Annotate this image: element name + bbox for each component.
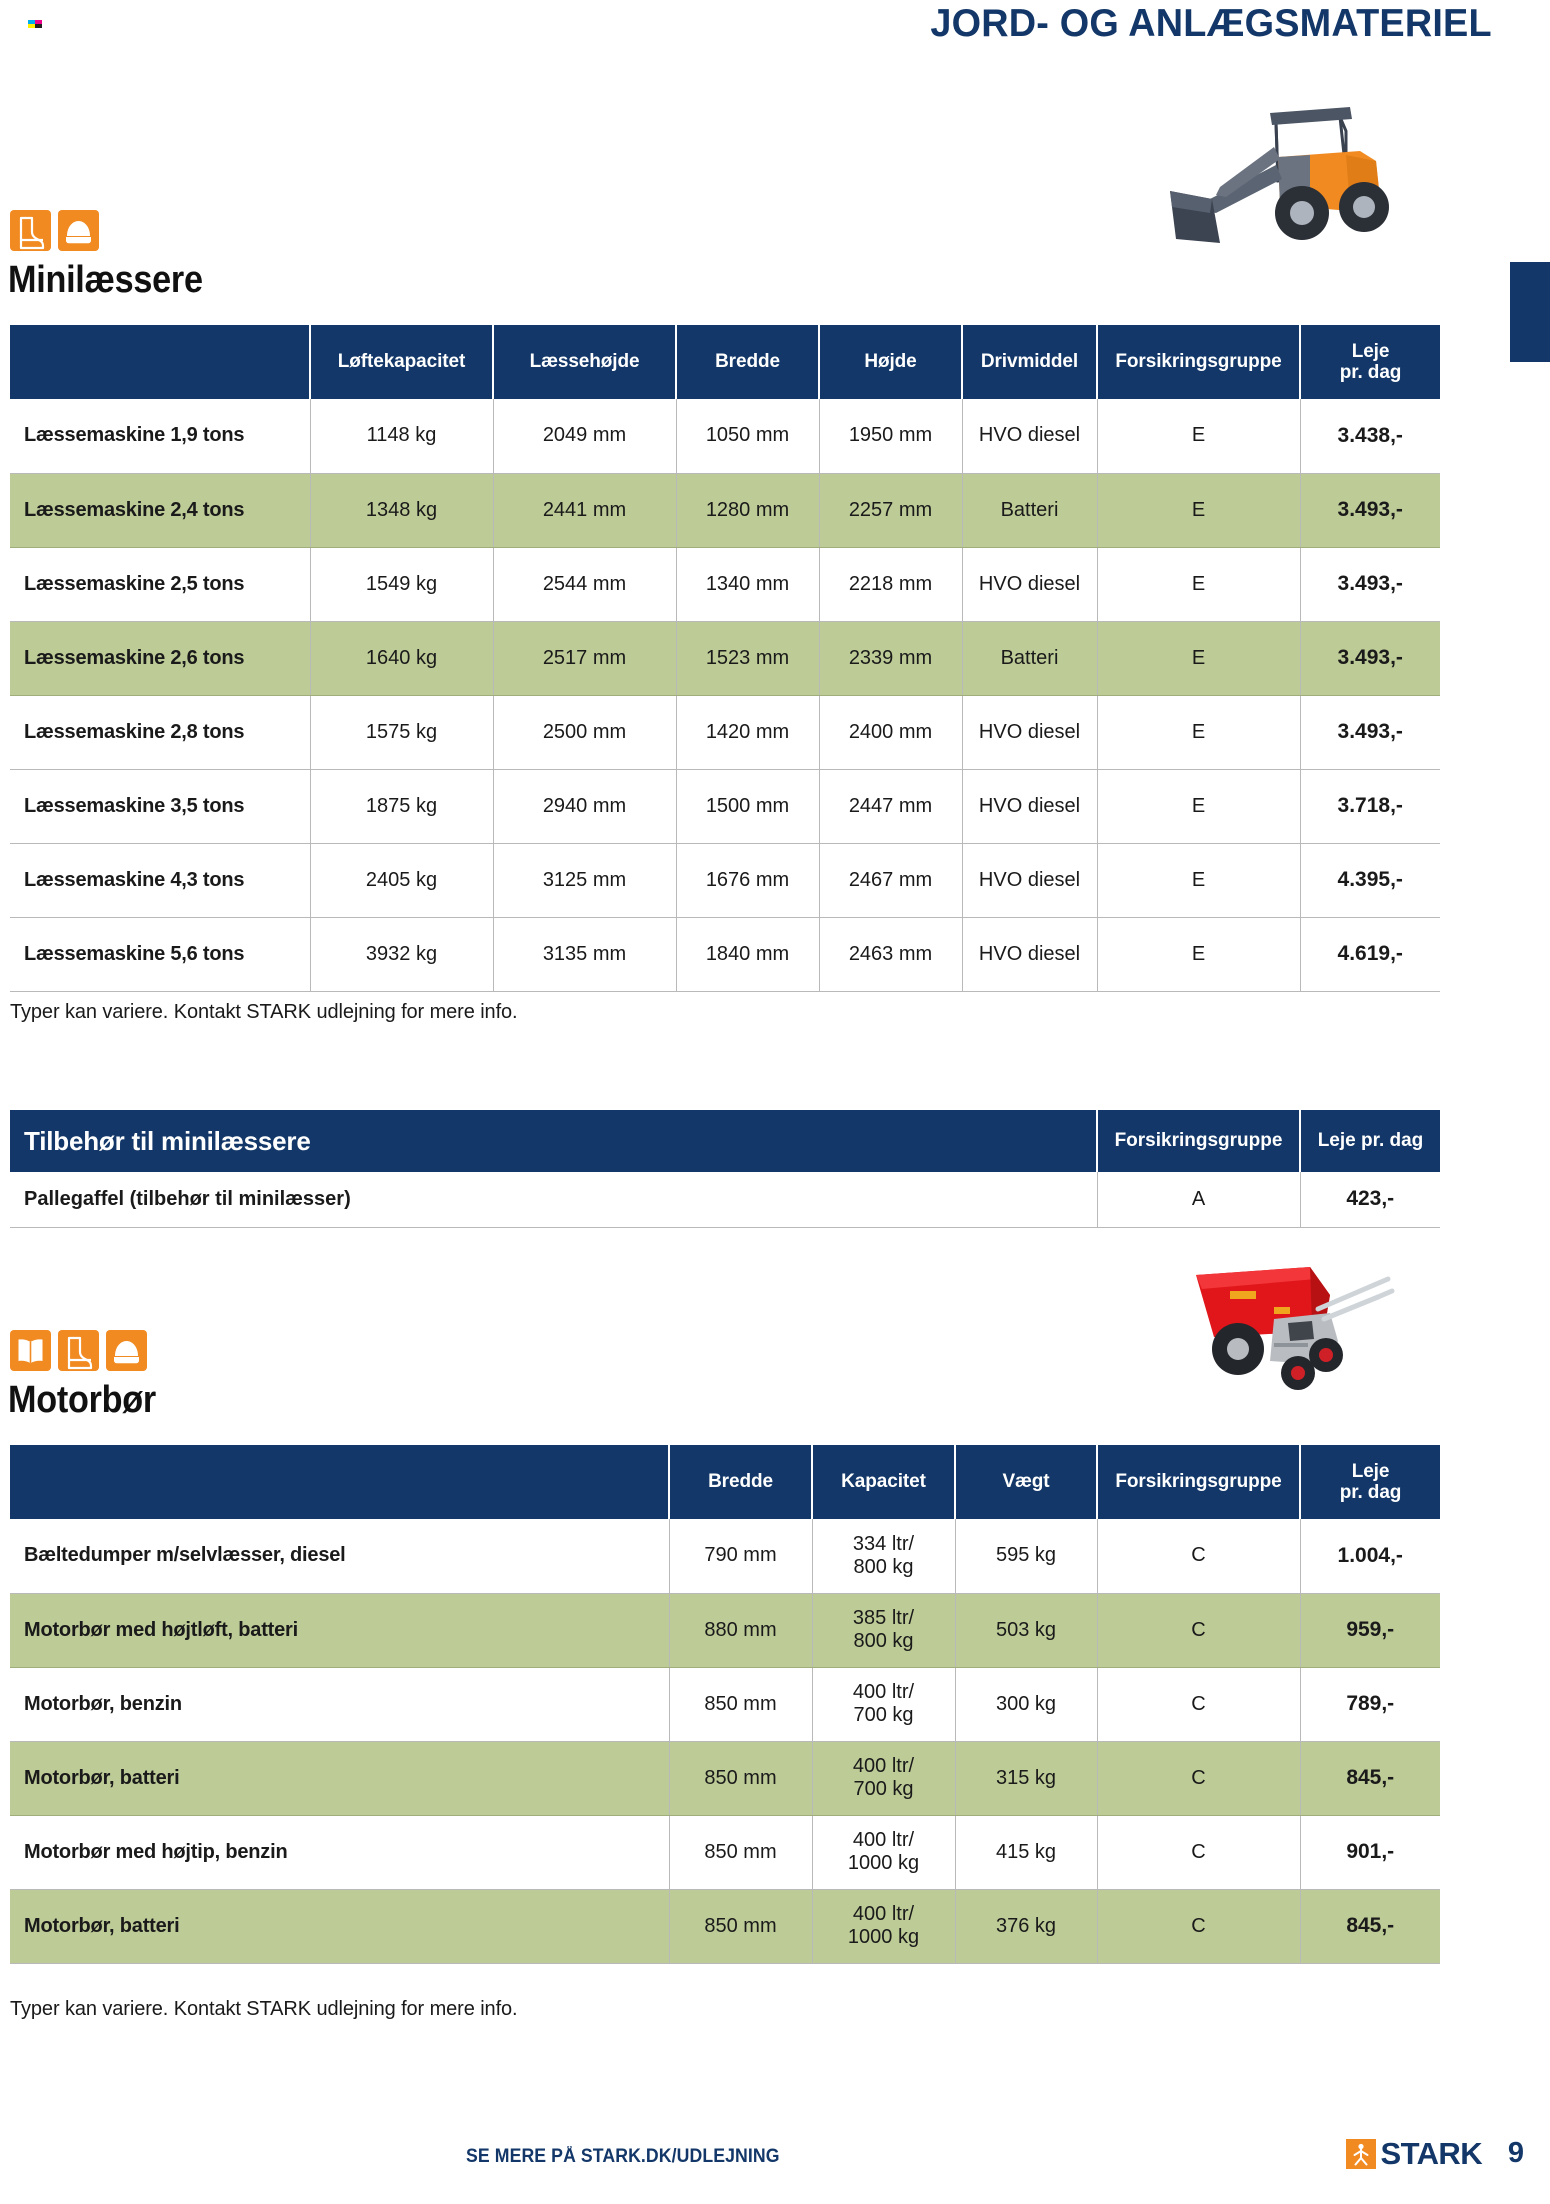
table-row bbox=[10, 1519, 1440, 1593]
price-header-line1: Leje bbox=[1351, 1460, 1390, 1482]
kapacitet-volume: 400 ltr/ bbox=[852, 1829, 915, 1851]
table-row bbox=[10, 917, 1440, 991]
cell-laessehojde: 2544 mm bbox=[493, 547, 676, 621]
cell-bredde: 1340 mm bbox=[676, 547, 819, 621]
section-title-minilaessere: Minilæssere bbox=[8, 259, 203, 301]
table-row bbox=[10, 695, 1440, 769]
table-row bbox=[10, 1667, 1440, 1741]
cell-leje: 845,- bbox=[1300, 1741, 1440, 1815]
cell-hojde: 2400 mm bbox=[819, 695, 962, 769]
kapacitet-weight: 700 kg bbox=[853, 1704, 914, 1726]
cell-forsikringsgruppe: E bbox=[1097, 473, 1300, 547]
cell-bredde: 880 mm bbox=[669, 1593, 812, 1667]
cell-forsikringsgruppe: E bbox=[1097, 547, 1300, 621]
cell-hojde: 2463 mm bbox=[819, 917, 962, 991]
cell-forsikringsgruppe: C bbox=[1097, 1889, 1300, 1963]
cell-hojde: 2339 mm bbox=[819, 621, 962, 695]
cell-laessehojde: 3135 mm bbox=[493, 917, 676, 991]
cell-leje: 959,- bbox=[1300, 1593, 1440, 1667]
kapacitet-volume: 400 ltr/ bbox=[852, 1755, 915, 1777]
kapacitet-weight: 800 kg bbox=[853, 1630, 914, 1652]
table-minilaessere bbox=[10, 325, 1440, 992]
cell-forsikringsgruppe: C bbox=[1097, 1667, 1300, 1741]
cell-forsikringsgruppe: E bbox=[1097, 769, 1300, 843]
cell-leje: 423,- bbox=[1300, 1172, 1440, 1227]
page-footer bbox=[0, 2138, 1550, 2178]
stark-mark-icon bbox=[1346, 2139, 1376, 2169]
cell-bredde: 850 mm bbox=[669, 1815, 812, 1889]
cell-loftekapacitet: 1549 kg bbox=[310, 547, 493, 621]
cell-drivmiddel: HVO diesel bbox=[962, 547, 1097, 621]
cell-loftekapacitet: 1148 kg bbox=[310, 399, 493, 473]
cell-vaegt: 315 kg bbox=[955, 1741, 1097, 1815]
cell-laessehojde: 2940 mm bbox=[493, 769, 676, 843]
cell-laessehojde: 2517 mm bbox=[493, 621, 676, 695]
table-row bbox=[10, 1172, 1440, 1227]
cell-leje: 3.718,- bbox=[1300, 769, 1440, 843]
cell-kapacitet bbox=[812, 1593, 955, 1667]
kapacitet-weight: 1000 kg bbox=[847, 1926, 920, 1948]
price-header-line1: Leje bbox=[1351, 340, 1390, 362]
cell-loftekapacitet: 1575 kg bbox=[310, 695, 493, 769]
col-header-leje-pr-dag bbox=[1300, 1110, 1440, 1172]
cell-bredde: 1050 mm bbox=[676, 399, 819, 473]
manual-book-icon bbox=[10, 1330, 51, 1371]
col-header-vaegt: Vægt bbox=[955, 1445, 1097, 1519]
cell-laessehojde: 2049 mm bbox=[493, 399, 676, 473]
cell-product-name: Pallegaffel (tilbehør til minilæsser) bbox=[10, 1172, 1097, 1227]
cell-loftekapacitet: 1348 kg bbox=[310, 473, 493, 547]
cell-vaegt: 595 kg bbox=[955, 1519, 1097, 1593]
cell-bredde: 1420 mm bbox=[676, 695, 819, 769]
registration-marks-icon bbox=[28, 20, 42, 28]
footer-link[interactable]: SE MERE PÅ STARK.DK/UDLEJNING bbox=[466, 2146, 780, 2167]
cell-drivmiddel: HVO diesel bbox=[962, 399, 1097, 473]
cell-bredde: 790 mm bbox=[669, 1519, 812, 1593]
cell-vaegt: 415 kg bbox=[955, 1815, 1097, 1889]
cell-leje: 3.493,- bbox=[1300, 473, 1440, 547]
cell-leje: 789,- bbox=[1300, 1667, 1440, 1741]
col-header-bredde: Bredde bbox=[669, 1445, 812, 1519]
cell-kapacitet bbox=[812, 1889, 955, 1963]
col-header-blank bbox=[10, 1445, 669, 1519]
cell-bredde: 1523 mm bbox=[676, 621, 819, 695]
motorized-wheelbarrow-photo bbox=[1178, 1245, 1438, 1395]
table-row bbox=[10, 1593, 1440, 1667]
cell-bredde: 1676 mm bbox=[676, 843, 819, 917]
table-row bbox=[10, 547, 1440, 621]
table-row bbox=[10, 399, 1440, 473]
section-tilbehor bbox=[0, 1110, 1550, 1228]
cell-product-name: Motorbør, batteri bbox=[10, 1889, 669, 1963]
cell-leje: 4.395,- bbox=[1300, 843, 1440, 917]
cell-loftekapacitet: 3932 kg bbox=[310, 917, 493, 991]
cell-drivmiddel: Batteri bbox=[962, 621, 1097, 695]
col-header-forsikringsgruppe: Forsikringsgruppe bbox=[1097, 1445, 1300, 1519]
table-row bbox=[10, 1741, 1440, 1815]
table-tilbehor bbox=[10, 1110, 1440, 1228]
kapacitet-volume: 385 ltr/ bbox=[852, 1607, 915, 1629]
table-header-row bbox=[10, 325, 1440, 399]
page-number: 9 bbox=[1507, 2137, 1524, 2169]
cell-product-name: Læssemaskine 3,5 tons bbox=[10, 769, 310, 843]
cell-hojde: 2218 mm bbox=[819, 547, 962, 621]
safety-boot-icon bbox=[58, 1330, 99, 1371]
cell-product-name: Læssemaskine 5,6 tons bbox=[10, 917, 310, 991]
price-header-line2: pr. dag bbox=[1339, 362, 1402, 383]
cell-bredde: 1500 mm bbox=[676, 769, 819, 843]
cell-bredde: 850 mm bbox=[669, 1889, 812, 1963]
acc-section-title: Tilbehør til minilæssere bbox=[10, 1110, 1097, 1172]
table-motorbor bbox=[10, 1445, 1440, 1964]
table-row bbox=[10, 1889, 1440, 1963]
section-minilaessere bbox=[0, 210, 1550, 1024]
kapacitet-volume: 334 ltr/ bbox=[852, 1532, 915, 1555]
cell-vaegt: 503 kg bbox=[955, 1593, 1097, 1667]
cell-hojde: 2467 mm bbox=[819, 843, 962, 917]
cell-product-name: Motorbør, batteri bbox=[10, 1741, 669, 1815]
table-header-row bbox=[10, 1110, 1440, 1172]
col-header-kapacitet: Kapacitet bbox=[812, 1445, 955, 1519]
col-header-leje-pr-dag bbox=[1300, 1445, 1440, 1519]
price-header-line2: pr. dag bbox=[1361, 1130, 1424, 1151]
cell-forsikringsgruppe: C bbox=[1097, 1741, 1300, 1815]
col-header-laessehojde: Læssehøjde bbox=[493, 325, 676, 399]
cell-product-name: Læssemaskine 2,8 tons bbox=[10, 695, 310, 769]
kapacitet-volume: 400 ltr/ bbox=[852, 1903, 915, 1925]
cell-leje: 845,- bbox=[1300, 1889, 1440, 1963]
page-header bbox=[0, 0, 1550, 60]
col-header-forsikringsgruppe: Forsikringsgruppe bbox=[1097, 1110, 1300, 1172]
cell-forsikringsgruppe: C bbox=[1097, 1815, 1300, 1889]
cell-forsikringsgruppe: E bbox=[1097, 695, 1300, 769]
price-header-line1: Leje bbox=[1317, 1130, 1356, 1151]
cell-loftekapacitet: 2405 kg bbox=[310, 843, 493, 917]
cell-vaegt: 376 kg bbox=[955, 1889, 1097, 1963]
safety-boot-icon bbox=[10, 210, 51, 251]
kapacitet-volume: 400 ltr/ bbox=[852, 1681, 915, 1703]
page-title: JORD- OG ANLÆGSMATERIEL bbox=[930, 2, 1492, 45]
table-row bbox=[10, 843, 1440, 917]
cell-drivmiddel: HVO diesel bbox=[962, 843, 1097, 917]
kapacitet-weight: 800 kg bbox=[853, 1555, 914, 1578]
cell-leje: 1.004,- bbox=[1300, 1519, 1440, 1593]
hard-hat-icon bbox=[58, 210, 99, 251]
cell-leje: 3.493,- bbox=[1300, 547, 1440, 621]
cell-laessehojde: 3125 mm bbox=[493, 843, 676, 917]
cell-drivmiddel: HVO diesel bbox=[962, 769, 1097, 843]
cell-product-name: Motorbør, benzin bbox=[10, 1667, 669, 1741]
col-header-drivmiddel: Drivmiddel bbox=[962, 325, 1097, 399]
cell-hojde: 1950 mm bbox=[819, 399, 962, 473]
stark-logo bbox=[1346, 2138, 1482, 2169]
cell-leje: 4.619,- bbox=[1300, 917, 1440, 991]
cell-kapacitet bbox=[812, 1667, 955, 1741]
col-header-blank bbox=[10, 325, 310, 399]
footnote-motorbor: Typer kan variere. Kontakt STARK udlejning for mere info. bbox=[10, 1997, 518, 2020]
cell-leje: 901,- bbox=[1300, 1815, 1440, 1889]
table-header-row bbox=[10, 1445, 1440, 1519]
price-header-line2: pr. dag bbox=[1339, 1482, 1402, 1503]
section-title-motorbor: Motorbør bbox=[8, 1379, 156, 1421]
cell-forsikringsgruppe: E bbox=[1097, 621, 1300, 695]
cell-hojde: 2257 mm bbox=[819, 473, 962, 547]
table-row bbox=[10, 621, 1440, 695]
cell-product-name: Motorbør med højtløft, batteri bbox=[10, 1593, 669, 1667]
kapacitet-weight: 1000 kg bbox=[847, 1852, 920, 1874]
cell-product-name: Læssemaskine 2,5 tons bbox=[10, 547, 310, 621]
hard-hat-icon bbox=[106, 1330, 147, 1371]
col-header-leje-pr-dag bbox=[1300, 325, 1440, 399]
table-row bbox=[10, 769, 1440, 843]
cell-product-name: Læssemaskine 1,9 tons bbox=[10, 399, 310, 473]
cell-product-name: Læssemaskine 2,4 tons bbox=[10, 473, 310, 547]
footnote-minilaessere: Typer kan variere. Kontakt STARK udlejning for mere info. bbox=[10, 1000, 518, 1023]
cell-bredde: 850 mm bbox=[669, 1667, 812, 1741]
cell-forsikringsgruppe: E bbox=[1097, 917, 1300, 991]
cell-kapacitet bbox=[812, 1519, 955, 1593]
cell-hojde: 2447 mm bbox=[819, 769, 962, 843]
stark-wordmark: STARK bbox=[1380, 2136, 1482, 2171]
section-motorbor bbox=[0, 1330, 1550, 2021]
cell-product-name: Bæltedumper m/selvlæsser, diesel bbox=[10, 1519, 669, 1593]
cell-product-name: Læssemaskine 4,3 tons bbox=[10, 843, 310, 917]
cell-kapacitet bbox=[812, 1741, 955, 1815]
cell-bredde: 1840 mm bbox=[676, 917, 819, 991]
cell-laessehojde: 2441 mm bbox=[493, 473, 676, 547]
cell-forsikringsgruppe: E bbox=[1097, 843, 1300, 917]
cell-loftekapacitet: 1875 kg bbox=[310, 769, 493, 843]
cell-drivmiddel: Batteri bbox=[962, 473, 1097, 547]
cell-product-name: Motorbør med højtip, benzin bbox=[10, 1815, 669, 1889]
cell-leje: 3.493,- bbox=[1300, 621, 1440, 695]
kapacitet-weight: 700 kg bbox=[853, 1778, 914, 1800]
cell-forsikringsgruppe: E bbox=[1097, 399, 1300, 473]
cell-vaegt: 300 kg bbox=[955, 1667, 1097, 1741]
col-header-bredde: Bredde bbox=[676, 325, 819, 399]
cell-leje: 3.493,- bbox=[1300, 695, 1440, 769]
wheel-loader-photo bbox=[1150, 95, 1410, 255]
cell-loftekapacitet: 1640 kg bbox=[310, 621, 493, 695]
table-row bbox=[10, 1815, 1440, 1889]
cell-drivmiddel: HVO diesel bbox=[962, 695, 1097, 769]
cell-forsikringsgruppe: C bbox=[1097, 1519, 1300, 1593]
cell-product-name: Læssemaskine 2,6 tons bbox=[10, 621, 310, 695]
col-header-hojde: Højde bbox=[819, 325, 962, 399]
cell-drivmiddel: HVO diesel bbox=[962, 917, 1097, 991]
cell-forsikringsgruppe: A bbox=[1097, 1172, 1300, 1227]
cell-bredde: 1280 mm bbox=[676, 473, 819, 547]
cell-forsikringsgruppe: C bbox=[1097, 1593, 1300, 1667]
col-header-loftekapacitet: Løftekapacitet bbox=[310, 325, 493, 399]
cell-bredde: 850 mm bbox=[669, 1741, 812, 1815]
cell-laessehojde: 2500 mm bbox=[493, 695, 676, 769]
col-header-forsikringsgruppe: Forsikringsgruppe bbox=[1097, 325, 1300, 399]
table-row bbox=[10, 473, 1440, 547]
cell-leje: 3.438,- bbox=[1300, 399, 1440, 473]
cell-kapacitet bbox=[812, 1815, 955, 1889]
